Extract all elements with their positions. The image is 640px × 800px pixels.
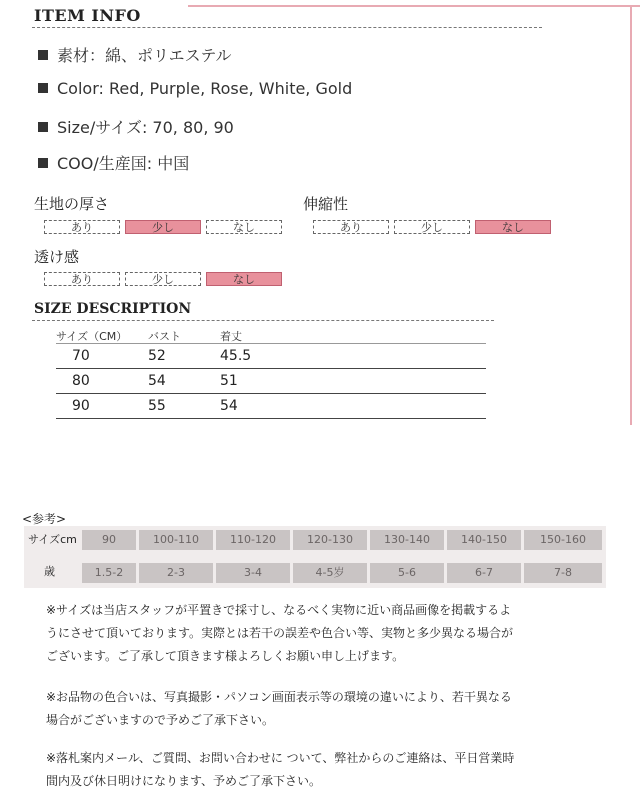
- size-row-2-length: 51: [220, 373, 238, 389]
- stretch-title: 伸縮性: [303, 195, 349, 213]
- reference-age-cell: 2-3: [139, 563, 213, 583]
- bullet-square-icon: [38, 158, 48, 168]
- reference-age-cell: 1.5-2: [82, 563, 136, 583]
- size-row-2-bust: 54: [148, 373, 166, 389]
- reference-size-cell: 130-140: [370, 530, 444, 550]
- size-description-title: SIZE DESCRIPTION: [34, 301, 192, 317]
- sheer-title: 透け感: [34, 248, 80, 266]
- info-line-origin: COO/生産国: 中国: [38, 151, 189, 174]
- size-header-length: 着丈: [220, 330, 242, 343]
- item-info-divider: [32, 27, 542, 28]
- note-contact-hours: ※落札案内メール、ご質問、お問い合わせに ついて、弊社からのご連絡は、平日営業時 間内及び休日明けになります、予めご了承下さい。: [46, 751, 515, 788]
- size-row-1-size: 70: [72, 348, 90, 364]
- size-row-line: [56, 368, 486, 369]
- stretch-option-sukoshi: 少し: [394, 220, 470, 234]
- size-row-3-size: 90: [72, 398, 90, 414]
- reference-age-cell: 4-5岁: [293, 563, 367, 583]
- info-line-material: 素材：綿、ポリエステル: [38, 43, 232, 66]
- bullet-square-icon: [38, 83, 48, 93]
- reference-title: <参考>: [22, 512, 67, 526]
- size-header-bust: バスト: [148, 330, 181, 343]
- size-row-3-length: 54: [220, 398, 238, 414]
- size-row-line: [56, 393, 486, 394]
- reference-age-cell: 7-8: [524, 563, 602, 583]
- note-color-difference: ※お品物の色合いは、写真撮影・パソコン画面表示等の環境の違いにより、若干異なる 場合がございますので予めご了承下さい。: [46, 690, 512, 727]
- info-line-size: Size/サイズ: 70, 80, 90: [38, 115, 234, 138]
- stretch-option-nashi: なし: [475, 220, 551, 234]
- size-header-size: サイズ（CM）: [56, 330, 128, 343]
- thickness-option-nashi: なし: [206, 220, 282, 234]
- item-info-title: ITEM INFO: [34, 6, 141, 25]
- size-description-divider: [32, 320, 494, 321]
- info-line-color: Color: Red, Purple, Rose, White, Gold: [38, 79, 352, 98]
- reference-size-cell: 110-120: [216, 530, 290, 550]
- reference-size-cell: 90: [82, 530, 136, 550]
- size-row-2-size: 80: [72, 373, 90, 389]
- reference-age-label: 歳: [44, 565, 55, 578]
- reference-size-label: サイズcm: [28, 533, 77, 546]
- reference-age-cell: 5-6: [370, 563, 444, 583]
- size-row-3-bust: 55: [148, 398, 166, 414]
- size-row-1-length: 45.5: [220, 348, 252, 364]
- sheer-option-ari: あり: [44, 272, 120, 286]
- reference-size-cell: 150-160: [524, 530, 602, 550]
- bullet-square-icon: [38, 50, 48, 60]
- reference-size-cell: 120-130: [293, 530, 367, 550]
- bullet-square-icon: [38, 122, 48, 132]
- note-size-measurement: ※サイズは当店スタッフが平置きで採寸し、なるべく実物に近い商品画像を掲載するよ うにさせて頂いております。実際とは若干の誤差や色合い等、実物と多少異なる場合が ございます。ご了承して頂きます様よろしくお願い申し上げます。: [46, 603, 514, 663]
- reference-age-cell: 6-7: [447, 563, 521, 583]
- reference-age-cell: 3-4: [216, 563, 290, 583]
- decorative-frame-top: [188, 5, 640, 7]
- thickness-title: 生地の厚さ: [34, 195, 110, 213]
- sheer-option-nashi: なし: [206, 272, 282, 286]
- thickness-option-sukoshi: 少し: [125, 220, 201, 234]
- size-row-line: [56, 418, 486, 419]
- size-header-line: [56, 343, 486, 344]
- reference-size-cell: 100-110: [139, 530, 213, 550]
- size-row-1-bust: 52: [148, 348, 166, 364]
- thickness-option-ari: あり: [44, 220, 120, 234]
- reference-size-cell: 140-150: [447, 530, 521, 550]
- decorative-frame-right: [630, 5, 632, 425]
- sheer-option-sukoshi: 少し: [125, 272, 201, 286]
- stretch-option-ari: あり: [313, 220, 389, 234]
